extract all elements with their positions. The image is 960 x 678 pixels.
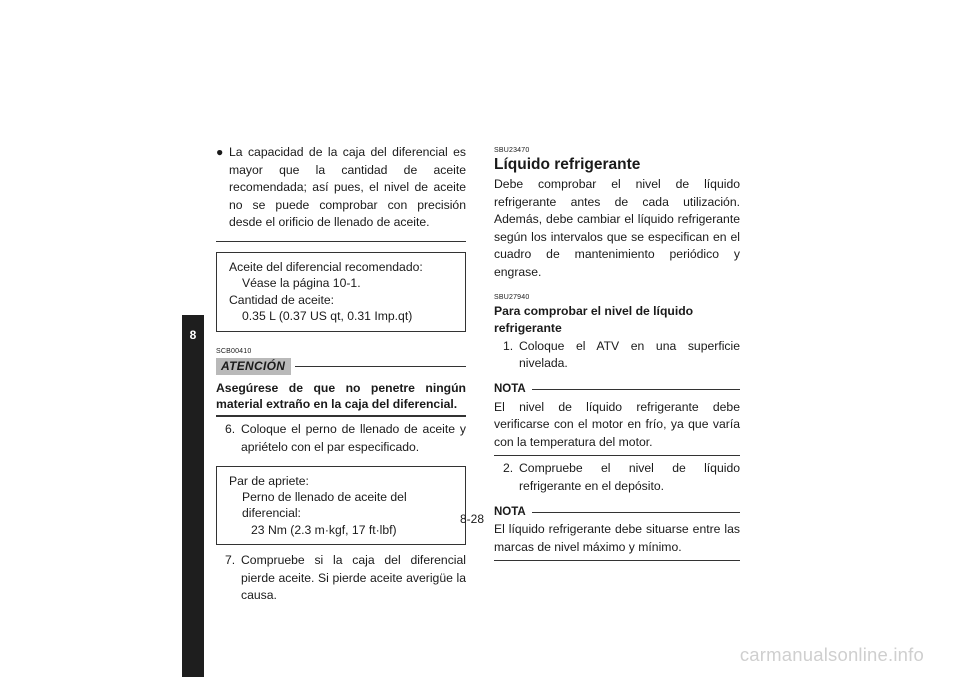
caution-end-rule	[216, 415, 466, 417]
chapter-tab: 8	[182, 315, 204, 677]
caution-line	[295, 366, 466, 367]
bullet-note	[216, 144, 466, 232]
section-title: Líquido refrigerante	[494, 156, 641, 173]
subheading: Para comprobar el nivel de líquido refrigerante	[494, 303, 694, 336]
spec-line: 0.35 L (0.37 US qt, 0.31 Imp.qt)	[242, 309, 413, 324]
step-text: Coloque el ATV en una superficie nivelada.	[519, 338, 740, 371]
nota-line	[532, 512, 740, 513]
nota-end-rule	[494, 455, 740, 456]
step-number: 6.	[225, 422, 236, 437]
step-number: 7.	[225, 553, 236, 568]
nota-end-rule	[494, 560, 740, 561]
step-1	[494, 338, 740, 373]
caution-label: ATENCIÓN	[216, 358, 291, 375]
left-column	[216, 144, 466, 605]
sub-code: SBU27940	[494, 293, 530, 301]
nota-line	[532, 389, 740, 390]
spec-line: Véase la página 10-1.	[242, 276, 361, 291]
nota-text: El nivel de líquido refrigerante debe verificarse con el motor en frío, ya que varía con la temperatura del motor.	[494, 399, 740, 449]
step-number: 2.	[503, 461, 514, 476]
watermark: carmanualsonline.info	[739, 644, 924, 665]
nota-label: NOTA	[494, 505, 526, 518]
step-text: Compruebe si la caja del diferencial pierde aceite. Si pierde aceite averigüe la causa.	[241, 553, 466, 603]
spec-line: Aceite del diferencial recomendado:	[229, 259, 423, 274]
bullet-text: La capacidad de la caja del diferencial es mayor que la cantidad de aceite recomendada; así pues, el nivel de aceite no se puede comprobar con precisión desde el orificio de llenado de aceite.	[229, 145, 466, 230]
caution-text: Asegúrese de que no penetre ningún material extraño en la caja del diferencial.	[216, 380, 466, 411]
spec-line: Cantidad de aceite:	[229, 292, 335, 307]
step-text: Coloque el perno de llenado de aceite y apriételo con el par especificado.	[241, 422, 466, 454]
section-code: SBU23470	[494, 147, 530, 154]
step-text: Compruebe el nivel de líquido refrigerante en el depósito.	[519, 461, 740, 493]
step-2	[494, 460, 740, 495]
page-number: 8-28	[460, 512, 485, 526]
bullet-icon: ●	[216, 145, 224, 159]
divider	[216, 241, 466, 242]
step-6	[216, 421, 466, 456]
spec-line: Perno de llenado de aceite del diferencial:	[242, 490, 407, 521]
right-column	[494, 146, 740, 565]
caution-code: SCB00410	[216, 347, 252, 355]
nota-label: NOTA	[494, 382, 526, 395]
nota-header	[494, 381, 740, 399]
caution-header	[216, 358, 466, 375]
spec-box-oil	[216, 252, 466, 332]
spec-box-torque	[216, 466, 466, 546]
nota-text: El líquido refrigerante debe situarse entre las marcas de nivel máximo y mínimo.	[494, 522, 740, 554]
spec-line: Par de apriete:	[229, 473, 309, 488]
step-number: 1.	[503, 338, 514, 353]
nota-header	[494, 504, 740, 522]
intro-text: Debe comprobar el nivel de líquido refrigerante antes de cada utilización. Además, debe cambiar el líquido refrigerante según los intervalos que se especifican en el cuadro de mantenimiento periódico y engrase.	[494, 177, 740, 279]
step-7	[216, 552, 466, 605]
spec-line: 23 Nm (2.3 m·kgf, 17 ft·lbf)	[251, 522, 397, 537]
